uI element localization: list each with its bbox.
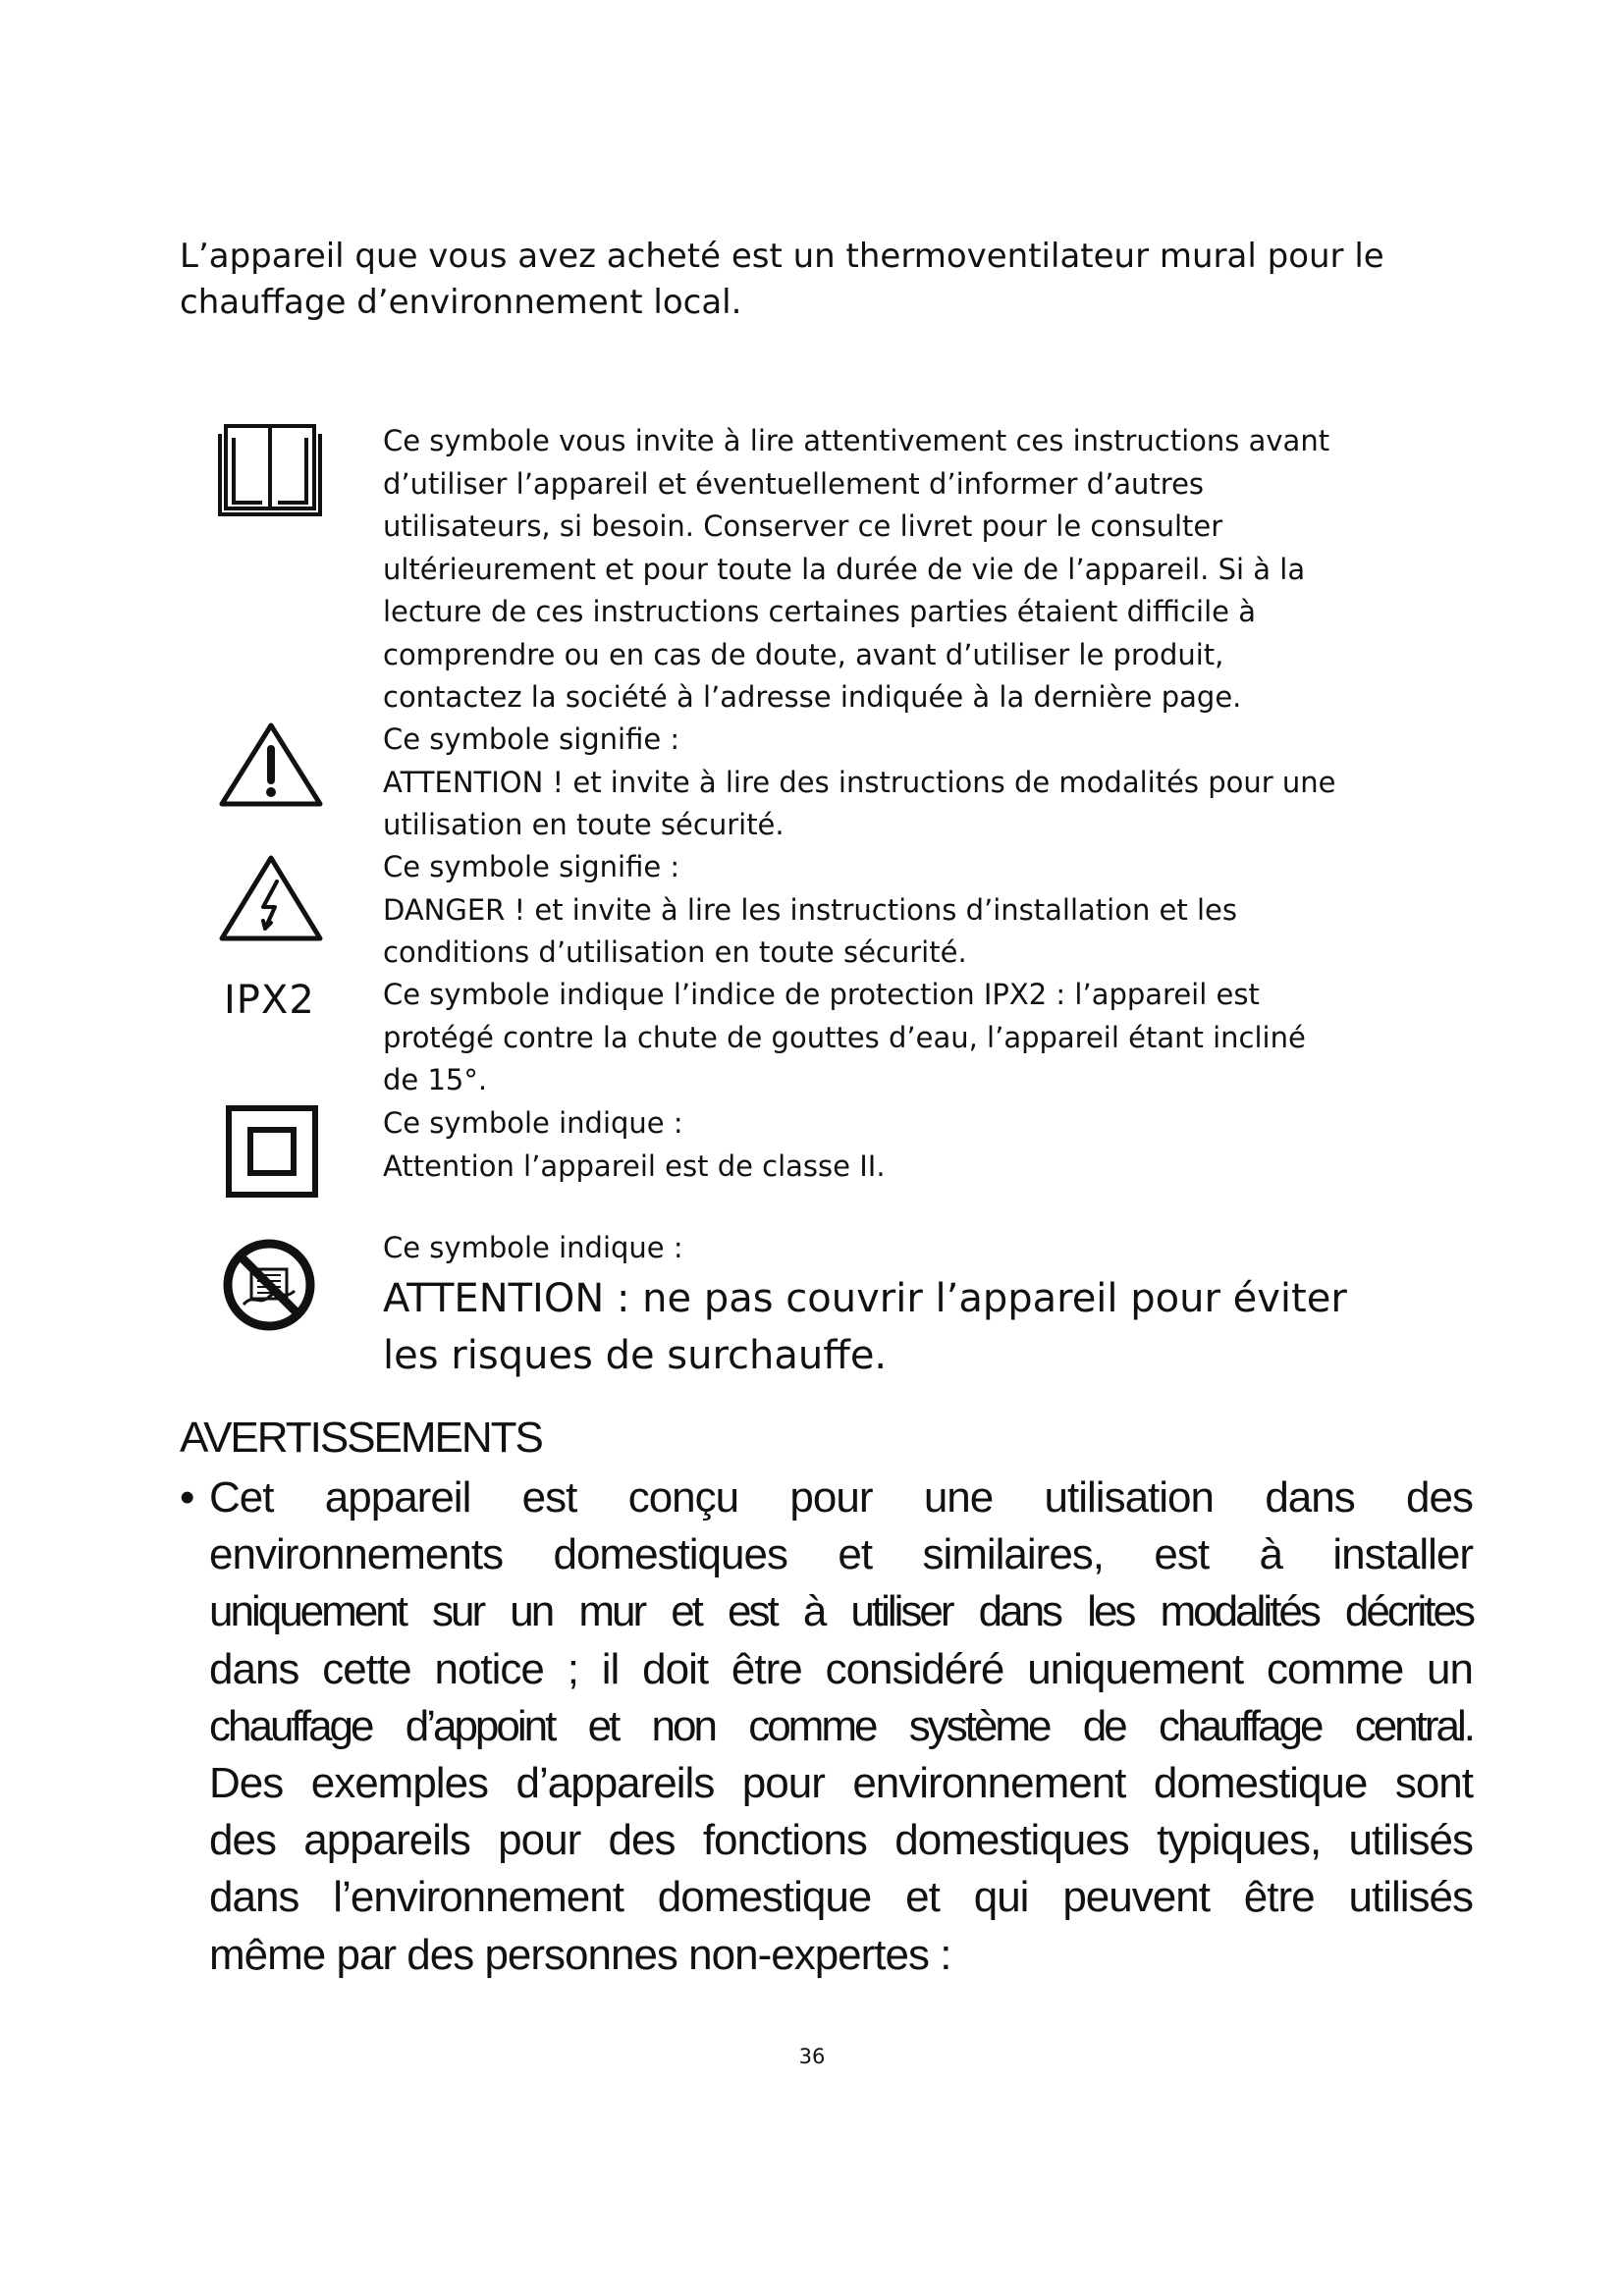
page-number: 36 [798, 2045, 826, 2068]
text-line: utilisateurs, si besoin. Conserver ce livret pour le consulter [383, 509, 1223, 543]
text-line: utilisation en toute sécurité. [383, 808, 785, 841]
class2-symbol-text [383, 1102, 1483, 1188]
text-line: Ce symbole vous invite à lire attentivement ces instructions avant [383, 424, 1330, 457]
text-line: de 15°. [383, 1063, 488, 1096]
text-line: protégé contre la chute de gouttes d’eau, l’appareil étant incliné [383, 1020, 1306, 1054]
text-line: ultérieurement et pour toute la durée de vie de l’appareil. Si à la [383, 552, 1306, 586]
paragraph-line: dans l’environnement domestique et qui peuvent être utilisés [209, 1873, 1473, 1922]
do-not-cover-icon [220, 1236, 318, 1334]
paragraph-line: uniquement sur un mur et est à utiliser dans les modalités décrites [209, 1587, 1473, 1636]
paragraph-line: chauffage d’appoint et non comme système de chauffage central. [209, 1701, 1473, 1750]
open-book-icon [212, 420, 328, 520]
text-line: ATTENTION ! et invite à lire des instructions de modalités pour une [383, 765, 1336, 799]
ipx2-label: IPX2 [224, 978, 315, 1023]
nocover-symbol-text [383, 1227, 1483, 1384]
nocover-warning-line: les risques de surchauffe. [383, 1332, 888, 1378]
ipx2-symbol-text [383, 974, 1483, 1102]
danger-symbol-text [383, 846, 1483, 975]
attention-symbol-text [383, 719, 1483, 847]
paragraph-line: dans cette notice ; il doit être considéré uniquement comme un [209, 1644, 1473, 1693]
text-line: Ce symbole signifie : [383, 850, 680, 883]
text-line: conditions d’utilisation en toute sécurité. [383, 935, 967, 969]
text-line: Ce symbole indique : [383, 1106, 683, 1140]
text-line: Attention l’appareil est de classe II. [383, 1148, 886, 1183]
electric-hazard-icon [218, 852, 324, 944]
text-line: comprendre ou en cas de doute, avant d’utiliser le produit, [383, 637, 1224, 671]
text-line: DANGER ! et invite à lire les instructions d’installation et les [383, 892, 1237, 927]
nocover-warning-line: ATTENTION : ne pas couvrir l’appareil pour éviter [383, 1275, 1347, 1321]
intro-line: chauffage d’environnement local. [180, 283, 742, 322]
intro-line: L’appareil que vous avez acheté est un thermoventilateur mural pour le [180, 237, 1384, 276]
text-line: d’utiliser l’appareil et éventuellement d’informer d’autres [383, 466, 1205, 501]
text-line: Ce symbole indique l’indice de protection IPX2 : l’appareil est [383, 978, 1260, 1011]
text-line: contactez la société à l’adresse indiquée à la dernière page. [383, 680, 1242, 714]
paragraph-line: des appareils pour des fonctions domestiques typiques, utilisés [209, 1816, 1473, 1865]
warnings-heading: AVERTISSEMENTS [180, 1414, 542, 1462]
text-line: Ce symbole indique : [383, 1231, 683, 1264]
paragraph-line: environnements domestiques et similaires, est à installer [209, 1530, 1473, 1579]
warnings-paragraph [209, 1469, 1473, 1984]
class-ii-double-square-icon [225, 1104, 319, 1199]
manual-symbol-text [383, 420, 1483, 720]
intro-paragraph [180, 234, 1456, 326]
paragraph-line: même par des personnes non-expertes : [209, 1930, 951, 1979]
text-line: Ce symbole signifie : [383, 722, 680, 756]
text-line: lecture de ces instructions certaines parties étaient difficile à [383, 595, 1256, 628]
warning-triangle-icon [218, 720, 324, 808]
bullet-icon: • [180, 1473, 195, 1522]
paragraph-line: Cet appareil est conçu pour une utilisation dans des [209, 1473, 1473, 1522]
paragraph-line: Des exemples d’appareils pour environnement domestique sont [209, 1759, 1473, 1808]
